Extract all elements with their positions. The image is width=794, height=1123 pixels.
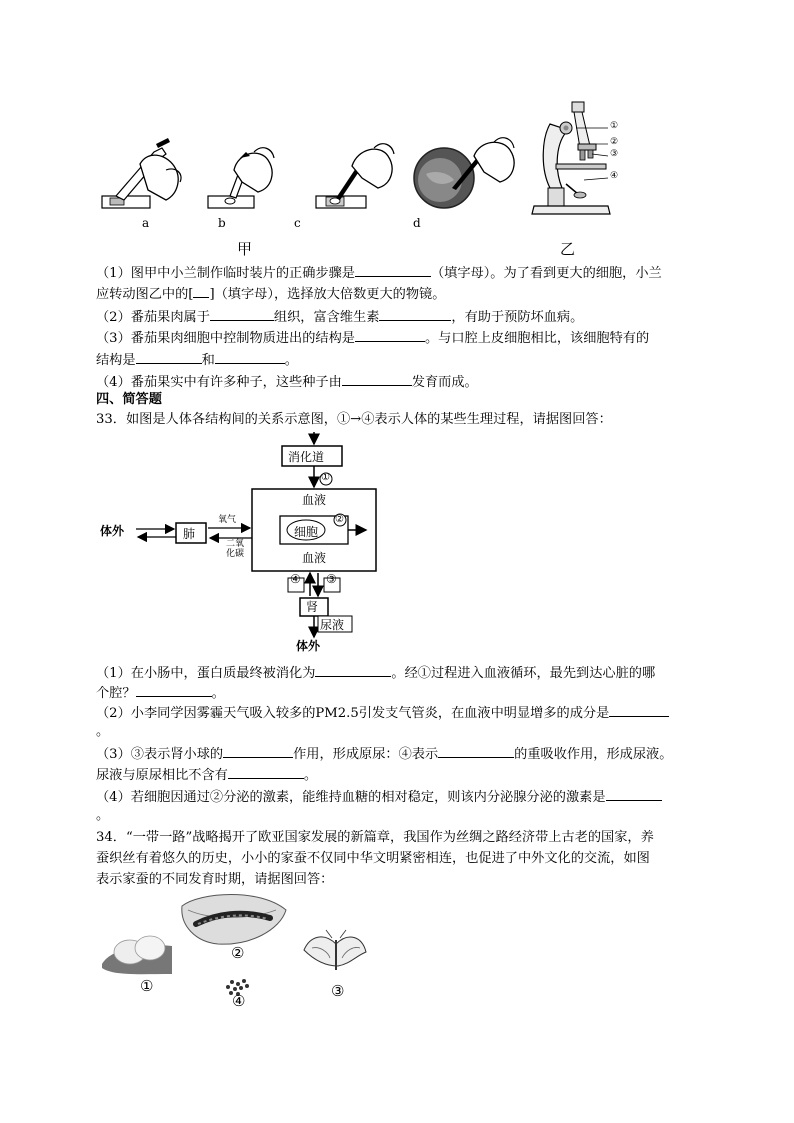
microscope-part-1: ① — [610, 121, 619, 131]
step-d-illustration — [414, 138, 514, 208]
step-label-b: b — [218, 216, 226, 230]
label-lung: 肺 — [183, 527, 196, 541]
label-digestive-tract: 消化道 — [288, 450, 325, 464]
step-a-illustration — [102, 138, 181, 208]
q33-line-1: （1）在小肠中，蛋白质最终被消化为 。经①过程进入血液循环，最先到达心脏的哪 — [96, 662, 655, 684]
answer-blank[interactable] — [342, 371, 412, 386]
answer-blank[interactable] — [609, 702, 669, 717]
step-label-d: d — [413, 216, 421, 230]
q33-line-6: 尿液与原尿相比不含有 。 — [96, 764, 317, 786]
q33-intro: 33．如图是人体各结构间的关系示意图，①→④表示人体的某些生理过程，请据图回答： — [96, 412, 612, 427]
label-process-4: ④ — [290, 572, 301, 586]
step-b-illustration — [208, 148, 274, 208]
q32-line-3: （2）番茄果肉属于 组织，富含维生素 ，有助于预防坏血病。 — [96, 306, 583, 328]
label-outside-bottom: 体外 — [296, 639, 321, 653]
q33-line-4: 。 — [96, 724, 110, 739]
figure-yi-microscope — [528, 98, 638, 224]
microscope-part-2: ② — [610, 137, 619, 147]
answer-blank[interactable] — [136, 349, 202, 364]
microscope-part-3: ③ — [610, 149, 619, 159]
q32-line-6: （4）番茄果实中有许多种子，这些种子由 发育而成。 — [96, 371, 478, 393]
q32-line-4: （3）番茄果肉细胞中控制物质进出的结构是 。与口腔上皮细胞相比，该细胞特有的 — [96, 327, 649, 349]
larva-on-leaf-illustration — [182, 895, 286, 945]
q33-line-3: （2）小李同学因雾霾天气吸入较多的PM2.5引发支气管炎，在血液中明显增多的成分是 — [96, 702, 669, 724]
stage-label-3: ③ — [331, 982, 345, 1000]
figure-jia-caption: 甲 — [237, 240, 253, 258]
step-label-c: c — [294, 216, 301, 230]
answer-blank[interactable] — [228, 764, 304, 779]
figure-yi-caption: 乙 — [560, 240, 576, 258]
label-blood-bottom: 血液 — [302, 551, 327, 565]
cocoon-illustration — [102, 936, 172, 974]
q32-line-2: 应转动图乙中的[ ]（填字母），选择放大倍数更大的物镜。 — [96, 283, 445, 305]
q33-line-5: （3）③表示肾小球的 作用，形成原尿：④表示 的重吸收作用，形成尿液。 — [96, 743, 672, 765]
microscope-part-4: ④ — [610, 171, 619, 181]
label-cell: 细胞 — [294, 525, 319, 539]
answer-blank[interactable] — [210, 306, 274, 321]
q34-line-3: 表示家蚕的不同发育时期，请据图回答： — [96, 872, 334, 887]
q32-line-5: 结构是 和 。 — [96, 349, 298, 371]
q34-line-1: 34．“一带一路”战略揭开了欧亚国家发展的新篇章，我国作为丝绸之路经济带上古老的国家，养 — [96, 830, 654, 845]
step-c-illustration — [316, 144, 394, 208]
label-outside-left: 体外 — [100, 524, 125, 538]
label-process-1: ① — [321, 472, 330, 483]
answer-blank[interactable] — [379, 306, 451, 321]
q33-line-7: （4）若细胞因通过②分泌的激素，能维持血糖的相对稳定，则该内分泌腺分泌的激素是 — [96, 786, 662, 808]
label-oxygen: 氧气 — [218, 515, 237, 525]
label-kidney: 肾 — [306, 600, 319, 614]
stage-label-2: ② — [231, 944, 245, 962]
step-label-a: a — [142, 216, 150, 230]
answer-blank[interactable] — [355, 262, 431, 277]
answer-blank[interactable] — [606, 786, 662, 801]
answer-blank[interactable] — [223, 743, 293, 758]
q33-line-8: 。 — [96, 808, 110, 823]
stage-label-4: ④ — [232, 992, 246, 1010]
label-urine: 尿液 — [320, 618, 345, 632]
section-heading: 四、简答题 — [96, 392, 162, 407]
label-process-3: ③ — [326, 572, 337, 586]
q33-body-diagram — [96, 432, 396, 654]
moth-illustration — [304, 930, 366, 970]
q32-line-1: （1）图甲中小兰制作临时装片的正确步骤是 （填字母）。为了看到更大的细胞，小兰 — [96, 262, 662, 284]
answer-blank[interactable] — [315, 662, 391, 677]
stage-label-1: ① — [140, 977, 154, 995]
label-process-2: ② — [335, 514, 344, 525]
answer-blank[interactable] — [215, 349, 285, 364]
label-blood-top: 血液 — [302, 493, 327, 507]
answer-blank[interactable] — [193, 283, 209, 298]
answer-blank[interactable] — [438, 743, 514, 758]
figure-jia-steps — [96, 130, 526, 242]
answer-blank[interactable] — [136, 682, 212, 697]
q33-line-2: 个腔？ 。 — [96, 682, 225, 704]
q34-line-2: 蚕织丝有着悠久的历史，小小的家蚕不仅同中华文明紧密相连，也促进了中外文化的交流，如图 — [96, 851, 650, 866]
answer-blank[interactable] — [355, 327, 425, 342]
label-co2: 二氧 化碳 — [226, 539, 245, 559]
